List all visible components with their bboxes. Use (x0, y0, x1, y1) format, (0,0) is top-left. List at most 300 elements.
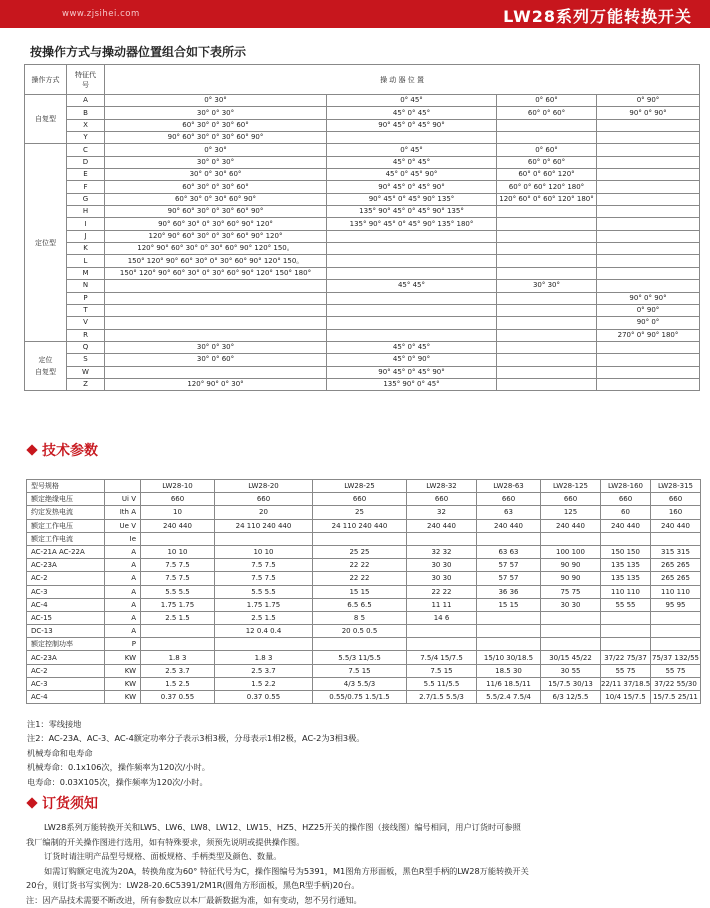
code-cell: X (67, 119, 105, 131)
table-row (25, 378, 700, 390)
position-cell: 30° 0° 30° 60° (105, 169, 327, 181)
diamond-bullet-icon (26, 444, 37, 455)
mode-cell: 定位 自复型 (25, 341, 67, 390)
code-cell: F (67, 181, 105, 193)
param-value (601, 532, 651, 545)
position-cell (497, 218, 597, 230)
param-value (601, 625, 651, 638)
param-unit: Ue V (105, 519, 141, 532)
param-value (407, 625, 477, 638)
table-row (25, 280, 700, 292)
position-cell (597, 119, 700, 131)
position-cell (597, 181, 700, 193)
position-cell (497, 292, 597, 304)
position-cell: 90° 45° 0° 45° 90° (327, 181, 497, 193)
position-cell (597, 230, 700, 242)
tech-section-heading (28, 440, 98, 460)
order-line: 如需订购额定电流为20A，转换角度为60° 特征代号为C，操作图编号为5391，M1图角方形面板，黑色R型手柄的LW28万能转换开关 (44, 865, 529, 876)
param-value (141, 625, 215, 638)
param-value: LW28-25 (313, 480, 407, 493)
col-header-code: 特征代号 (67, 65, 105, 95)
param-value: 30 30 (541, 598, 601, 611)
param-value (601, 638, 651, 651)
combination-table-title: 按操作方式与操动器位置组合如下表所示 (30, 45, 247, 59)
param-value (477, 611, 541, 624)
position-cell (327, 304, 497, 316)
param-value (651, 611, 701, 624)
position-cell: 90° 0° 90° (597, 292, 700, 304)
position-cell: 135° 90° 45° 0° 45° 90° 135° (327, 206, 497, 218)
param-value: 1.5 2.5 (141, 677, 215, 690)
param-value: 660 (407, 493, 477, 506)
param-value: 7.5 7.5 (141, 572, 215, 585)
param-unit: KW (105, 677, 141, 690)
position-cell (497, 341, 597, 353)
position-cell (497, 255, 597, 267)
param-value: 63 63 (477, 545, 541, 558)
position-cell (597, 341, 700, 353)
param-value: 240 440 (651, 519, 701, 532)
param-value: 7.5 7.5 (215, 559, 313, 572)
note-line: 注1：零线接地 (27, 719, 82, 729)
param-value: 37/22 55/30 (651, 677, 701, 690)
position-cell (497, 132, 597, 144)
table-row (27, 519, 701, 532)
code-cell: B (67, 107, 105, 119)
position-cell (327, 255, 497, 267)
position-cell: 45° 0° 45° 90° (327, 169, 497, 181)
position-cell: 90° 60° 30° 0° 30° 60° 90° (105, 206, 327, 218)
code-cell: Y (67, 132, 105, 144)
param-value: 660 (313, 493, 407, 506)
table-row (25, 193, 700, 205)
table-row (25, 317, 700, 329)
position-cell: 0° 90° (597, 95, 700, 107)
param-value: 36 36 (477, 585, 541, 598)
param-value: 2.5 1.5 (215, 611, 313, 624)
param-value: 660 (215, 493, 313, 506)
position-cell: 30° 0° 30° (105, 341, 327, 353)
param-value (407, 638, 477, 651)
param-value: LW28-20 (215, 480, 313, 493)
param-value: 1.8 3 (141, 651, 215, 664)
position-cell: 135° 90° 45° 0° 45° 90° 135° 180° (327, 218, 497, 230)
code-cell: R (67, 329, 105, 341)
param-value (215, 532, 313, 545)
position-cell: 0° 45° (327, 144, 497, 156)
param-value: 57 57 (477, 572, 541, 585)
table-row (27, 625, 701, 638)
position-cell: 90° 45° 0° 45° 90° (327, 366, 497, 378)
position-cell: 30° 0° 60° (105, 354, 327, 366)
position-cell: 90° 60° 30° 0° 30° 60° 90° (105, 132, 327, 144)
mode-cell: 定位型 (25, 144, 67, 342)
order-line: LW28系列万能转换开关和LW5、LW6、LW8、LW12、LW15、HZ5、HZ25开关的操作图（接线图）编号相同，用户订货时可参照 (44, 822, 521, 832)
param-value: 0.55/0.75 1.5/1.5 (313, 691, 407, 704)
code-cell: M (67, 267, 105, 279)
param-value: LW28-160 (601, 480, 651, 493)
site-url[interactable]: www.zjsihei.com (62, 9, 140, 19)
param-value: 1.5 2.2 (215, 677, 313, 690)
param-value: 22 22 (313, 572, 407, 585)
position-cell: 120° 90° 60° 30° 0° 30° 60° 90° 120° 150。 (105, 243, 327, 255)
order-instructions (26, 820, 710, 908)
position-cell (105, 292, 327, 304)
param-value: 11/6 18.5/11 (477, 677, 541, 690)
param-value: 10 10 (215, 545, 313, 558)
table-row (27, 585, 701, 598)
param-value: 2.5 1.5 (141, 611, 215, 624)
table-row (25, 107, 700, 119)
param-label: DC-13 (27, 625, 105, 638)
position-cell: 0° 30° (105, 144, 327, 156)
param-value (541, 625, 601, 638)
position-cell: 90° 0° 90° (597, 107, 700, 119)
param-value: 24 110 240 440 (215, 519, 313, 532)
table-row (25, 169, 700, 181)
notes-block (27, 717, 707, 789)
position-cell (105, 304, 327, 316)
code-cell: L (67, 255, 105, 267)
param-value: 60 (601, 506, 651, 519)
param-value: LW28-10 (141, 480, 215, 493)
position-cell (327, 292, 497, 304)
position-cell (597, 169, 700, 181)
param-value: 660 (141, 493, 215, 506)
code-cell: P (67, 292, 105, 304)
param-value: 135 135 (601, 572, 651, 585)
param-value: 100 100 (541, 545, 601, 558)
note-line: 机械寿命：0.1x106次，操作频率为120次/小时。 (27, 762, 210, 773)
mode-cell: 自复型 (25, 95, 67, 144)
param-value: 8 5 (313, 611, 407, 624)
param-value: 6/3 12/5.5 (541, 691, 601, 704)
param-label: 额定绝缘电压 (27, 493, 105, 506)
param-value: 240 440 (541, 519, 601, 532)
position-cell: 150° 120° 90° 60° 30° 0° 30° 60° 90° 120° 150。 (105, 255, 327, 267)
code-cell: S (67, 354, 105, 366)
col-header-position: 操 动 器 位 置 (105, 65, 700, 95)
param-value: 15 15 (313, 585, 407, 598)
table-row (25, 218, 700, 230)
position-cell (497, 119, 597, 131)
table-row (25, 132, 700, 144)
position-cell: 45° 0° 45° (327, 341, 497, 353)
param-unit: A (105, 598, 141, 611)
table-row (25, 181, 700, 193)
param-value: 90 90 (541, 559, 601, 572)
param-value: 10/4 15/7.5 (601, 691, 651, 704)
table-row (27, 691, 701, 704)
param-value (651, 532, 701, 545)
table-row (25, 144, 700, 156)
param-unit: KW (105, 664, 141, 677)
param-value: 265 265 (651, 559, 701, 572)
order-section-title: 订货须知 (42, 796, 98, 812)
param-unit: Ui V (105, 493, 141, 506)
position-cell: 0° 60° (497, 144, 597, 156)
table-header-row (25, 65, 700, 95)
param-value (651, 625, 701, 638)
position-cell: 0° 45° (327, 95, 497, 107)
table-row (25, 230, 700, 242)
param-value: 15 15 (477, 598, 541, 611)
param-label: AC-2 (27, 572, 105, 585)
table-row (27, 611, 701, 624)
param-label: AC-23A (27, 651, 105, 664)
param-value: 11 11 (407, 598, 477, 611)
table-row (25, 243, 700, 255)
position-cell (105, 366, 327, 378)
table-row (25, 156, 700, 168)
param-value: 90 90 (541, 572, 601, 585)
code-cell: E (67, 169, 105, 181)
param-value: 110 110 (601, 585, 651, 598)
param-value: 660 (651, 493, 701, 506)
position-cell: 0° 90° (597, 304, 700, 316)
note-line: 机械寿命和电寿命 (27, 747, 93, 758)
table-row (27, 598, 701, 611)
position-cell (327, 317, 497, 329)
param-unit: A (105, 572, 141, 585)
param-value: 110 110 (651, 585, 701, 598)
position-cell (497, 378, 597, 390)
param-label: AC-2 (27, 664, 105, 677)
position-cell (327, 329, 497, 341)
param-unit (105, 480, 141, 493)
param-value (651, 638, 701, 651)
position-cell (497, 354, 597, 366)
col-header-mode: 操作方式 (25, 65, 67, 95)
position-cell: 60° 0° 60° (497, 107, 597, 119)
page-title: LW28系列万能转换开关 (503, 7, 692, 26)
param-value: 55 75 (601, 664, 651, 677)
param-value: 14 6 (407, 611, 477, 624)
position-cell (597, 156, 700, 168)
code-cell: Q (67, 341, 105, 353)
position-cell (327, 243, 497, 255)
table-row (27, 532, 701, 545)
param-value: 2.7/1.5 5.5/3 (407, 691, 477, 704)
code-cell: T (67, 304, 105, 316)
table-row (27, 493, 701, 506)
param-value: 55 55 (601, 598, 651, 611)
param-value: 25 (313, 506, 407, 519)
param-value (541, 532, 601, 545)
param-value: 6.5 6.5 (313, 598, 407, 611)
position-combination-table (24, 64, 700, 391)
param-value: 22/11 37/18.5 (601, 677, 651, 690)
position-cell: 30° 30° (497, 280, 597, 292)
param-value (407, 532, 477, 545)
order-line: 注：因产品技术需要不断改进，所有参数应以本厂最新数据为准，如有变动，恕不另行通知。 (26, 894, 362, 905)
param-unit: A (105, 585, 141, 598)
param-value: 32 32 (407, 545, 477, 558)
param-value: 2.5 3.7 (215, 664, 313, 677)
position-cell: 45° 45° (327, 280, 497, 292)
code-cell: N (67, 280, 105, 292)
param-value: 12 0.4 0.4 (215, 625, 313, 638)
code-cell: D (67, 156, 105, 168)
diamond-bullet-icon (26, 797, 37, 808)
param-value: 30 30 (407, 559, 477, 572)
param-value: 240 440 (477, 519, 541, 532)
order-line: 我厂编制的开关操作图进行选用，如有特殊要求，须预先说明或提供操作图。 (26, 836, 305, 847)
param-value: 95 95 (651, 598, 701, 611)
param-value: 0.37 0.55 (141, 691, 215, 704)
position-cell (497, 206, 597, 218)
param-unit: KW (105, 651, 141, 664)
param-unit: P (105, 638, 141, 651)
param-unit: Ith A (105, 506, 141, 519)
param-label: AC-23A (27, 559, 105, 572)
param-value (541, 638, 601, 651)
position-cell: 90° 45° 0° 45° 90° 135° (327, 193, 497, 205)
position-cell (597, 255, 700, 267)
param-value (313, 532, 407, 545)
param-value: LW28-32 (407, 480, 477, 493)
param-value: 135 135 (601, 559, 651, 572)
table-row (25, 292, 700, 304)
param-value: 240 440 (407, 519, 477, 532)
position-cell (597, 144, 700, 156)
param-value (477, 532, 541, 545)
param-value: 7.5 7.5 (141, 559, 215, 572)
param-value: 32 (407, 506, 477, 519)
param-unit: A (105, 611, 141, 624)
table-row (27, 480, 701, 493)
param-value: LW28-63 (477, 480, 541, 493)
position-cell: 90° 45° 0° 45° 90° (327, 119, 497, 131)
param-value: 4/3 5.5/3 (313, 677, 407, 690)
table-row (25, 366, 700, 378)
param-value: 660 (477, 493, 541, 506)
table-row (25, 206, 700, 218)
position-cell (497, 267, 597, 279)
position-cell: 0° 30° (105, 95, 327, 107)
order-line: 订货时请注明产品型号规格、面板规格、手柄类型及颜色、数量。 (44, 851, 282, 862)
position-cell: 120° 90° 0° 30° (105, 378, 327, 390)
param-value (141, 532, 215, 545)
position-cell: 270° 0° 90° 180° (597, 329, 700, 341)
param-value: 10 (141, 506, 215, 519)
position-cell (105, 317, 327, 329)
position-cell: 90° 0° (597, 317, 700, 329)
param-value: 57 57 (477, 559, 541, 572)
code-cell: H (67, 206, 105, 218)
table-row (25, 119, 700, 131)
position-cell: 120° 60° 0° 60° 120° 180° (497, 193, 597, 205)
param-value (477, 638, 541, 651)
param-value: 75 75 (541, 585, 601, 598)
position-cell: 60° 0° 60° (497, 156, 597, 168)
param-value: 37/22 75/37 (601, 651, 651, 664)
table-row (25, 354, 700, 366)
position-cell: 60° 30° 0° 30° 60° (105, 181, 327, 193)
param-value: 15/7.5 25/11 (651, 691, 701, 704)
param-value: 10 10 (141, 545, 215, 558)
position-cell: 45° 0° 90° (327, 354, 497, 366)
table-row (25, 341, 700, 353)
param-unit: Ie (105, 532, 141, 545)
param-value: 63 (477, 506, 541, 519)
param-value: 20 0.5 0.5 (313, 625, 407, 638)
table-row (27, 638, 701, 651)
param-value: 22 22 (313, 559, 407, 572)
position-cell (597, 218, 700, 230)
position-cell: 120° 90° 60° 30° 0° 30° 60° 90° 120° (105, 230, 327, 242)
param-value: 7.5/4 15/7.5 (407, 651, 477, 664)
code-cell: J (67, 230, 105, 242)
param-value: 24 110 240 440 (313, 519, 407, 532)
position-cell (497, 366, 597, 378)
note-line: 注2：AC-23A、AC-3、AC-4额定功率分子表示3相3极，分母表示1相2极，AC-2为3相3极。 (27, 733, 365, 744)
param-label: AC-3 (27, 585, 105, 598)
position-cell (327, 267, 497, 279)
position-cell: 45° 0° 45° (327, 156, 497, 168)
table-row (25, 267, 700, 279)
param-label: AC-4 (27, 691, 105, 704)
param-label: AC-15 (27, 611, 105, 624)
param-value (601, 611, 651, 624)
table-row (25, 304, 700, 316)
param-value: 30 30 (407, 572, 477, 585)
code-cell: I (67, 218, 105, 230)
position-cell: 45° 0° 45° (327, 107, 497, 119)
param-value (141, 638, 215, 651)
param-value: 7.5 15 (407, 664, 477, 677)
param-value: 55 75 (651, 664, 701, 677)
position-cell: 90° 60° 30° 0° 30° 60° 90° 120° (105, 218, 327, 230)
param-value: 1.8 3 (215, 651, 313, 664)
table-row (27, 664, 701, 677)
param-value: 1.75 1.75 (141, 598, 215, 611)
param-value: 75/37 132/55 (651, 651, 701, 664)
param-value: 7.5 15 (313, 664, 407, 677)
table-row (25, 95, 700, 107)
param-value: 660 (541, 493, 601, 506)
param-value: 5.5 5.5 (141, 585, 215, 598)
code-cell: V (67, 317, 105, 329)
table-row (27, 677, 701, 690)
param-value: 160 (651, 506, 701, 519)
order-line: 20台，则订货书写实例为：LW28-20.6C5391/2M1R(圆角方形面板，黑色R型手柄)20台。 (26, 880, 360, 891)
param-value: LW28-125 (541, 480, 601, 493)
code-cell: K (67, 243, 105, 255)
table-row (25, 255, 700, 267)
table-row (27, 506, 701, 519)
param-value: 25 25 (313, 545, 407, 558)
position-cell (597, 193, 700, 205)
position-cell: 60° 30° 0° 30° 60° 90° (105, 193, 327, 205)
position-cell: 60° 0° 60° 120° 180° (497, 181, 597, 193)
table-row (27, 559, 701, 572)
param-value: 5.5 11/5.5 (407, 677, 477, 690)
code-cell: G (67, 193, 105, 205)
code-cell: C (67, 144, 105, 156)
tech-section-title: 技术参数 (42, 443, 98, 459)
param-value: 20 (215, 506, 313, 519)
param-value: 265 265 (651, 572, 701, 585)
code-cell: Z (67, 378, 105, 390)
position-cell (497, 243, 597, 255)
position-cell (597, 366, 700, 378)
param-value: 18.5 30 (477, 664, 541, 677)
position-cell (497, 329, 597, 341)
param-value (477, 625, 541, 638)
table-row (25, 329, 700, 341)
param-value: 30/15 45/22 (541, 651, 601, 664)
